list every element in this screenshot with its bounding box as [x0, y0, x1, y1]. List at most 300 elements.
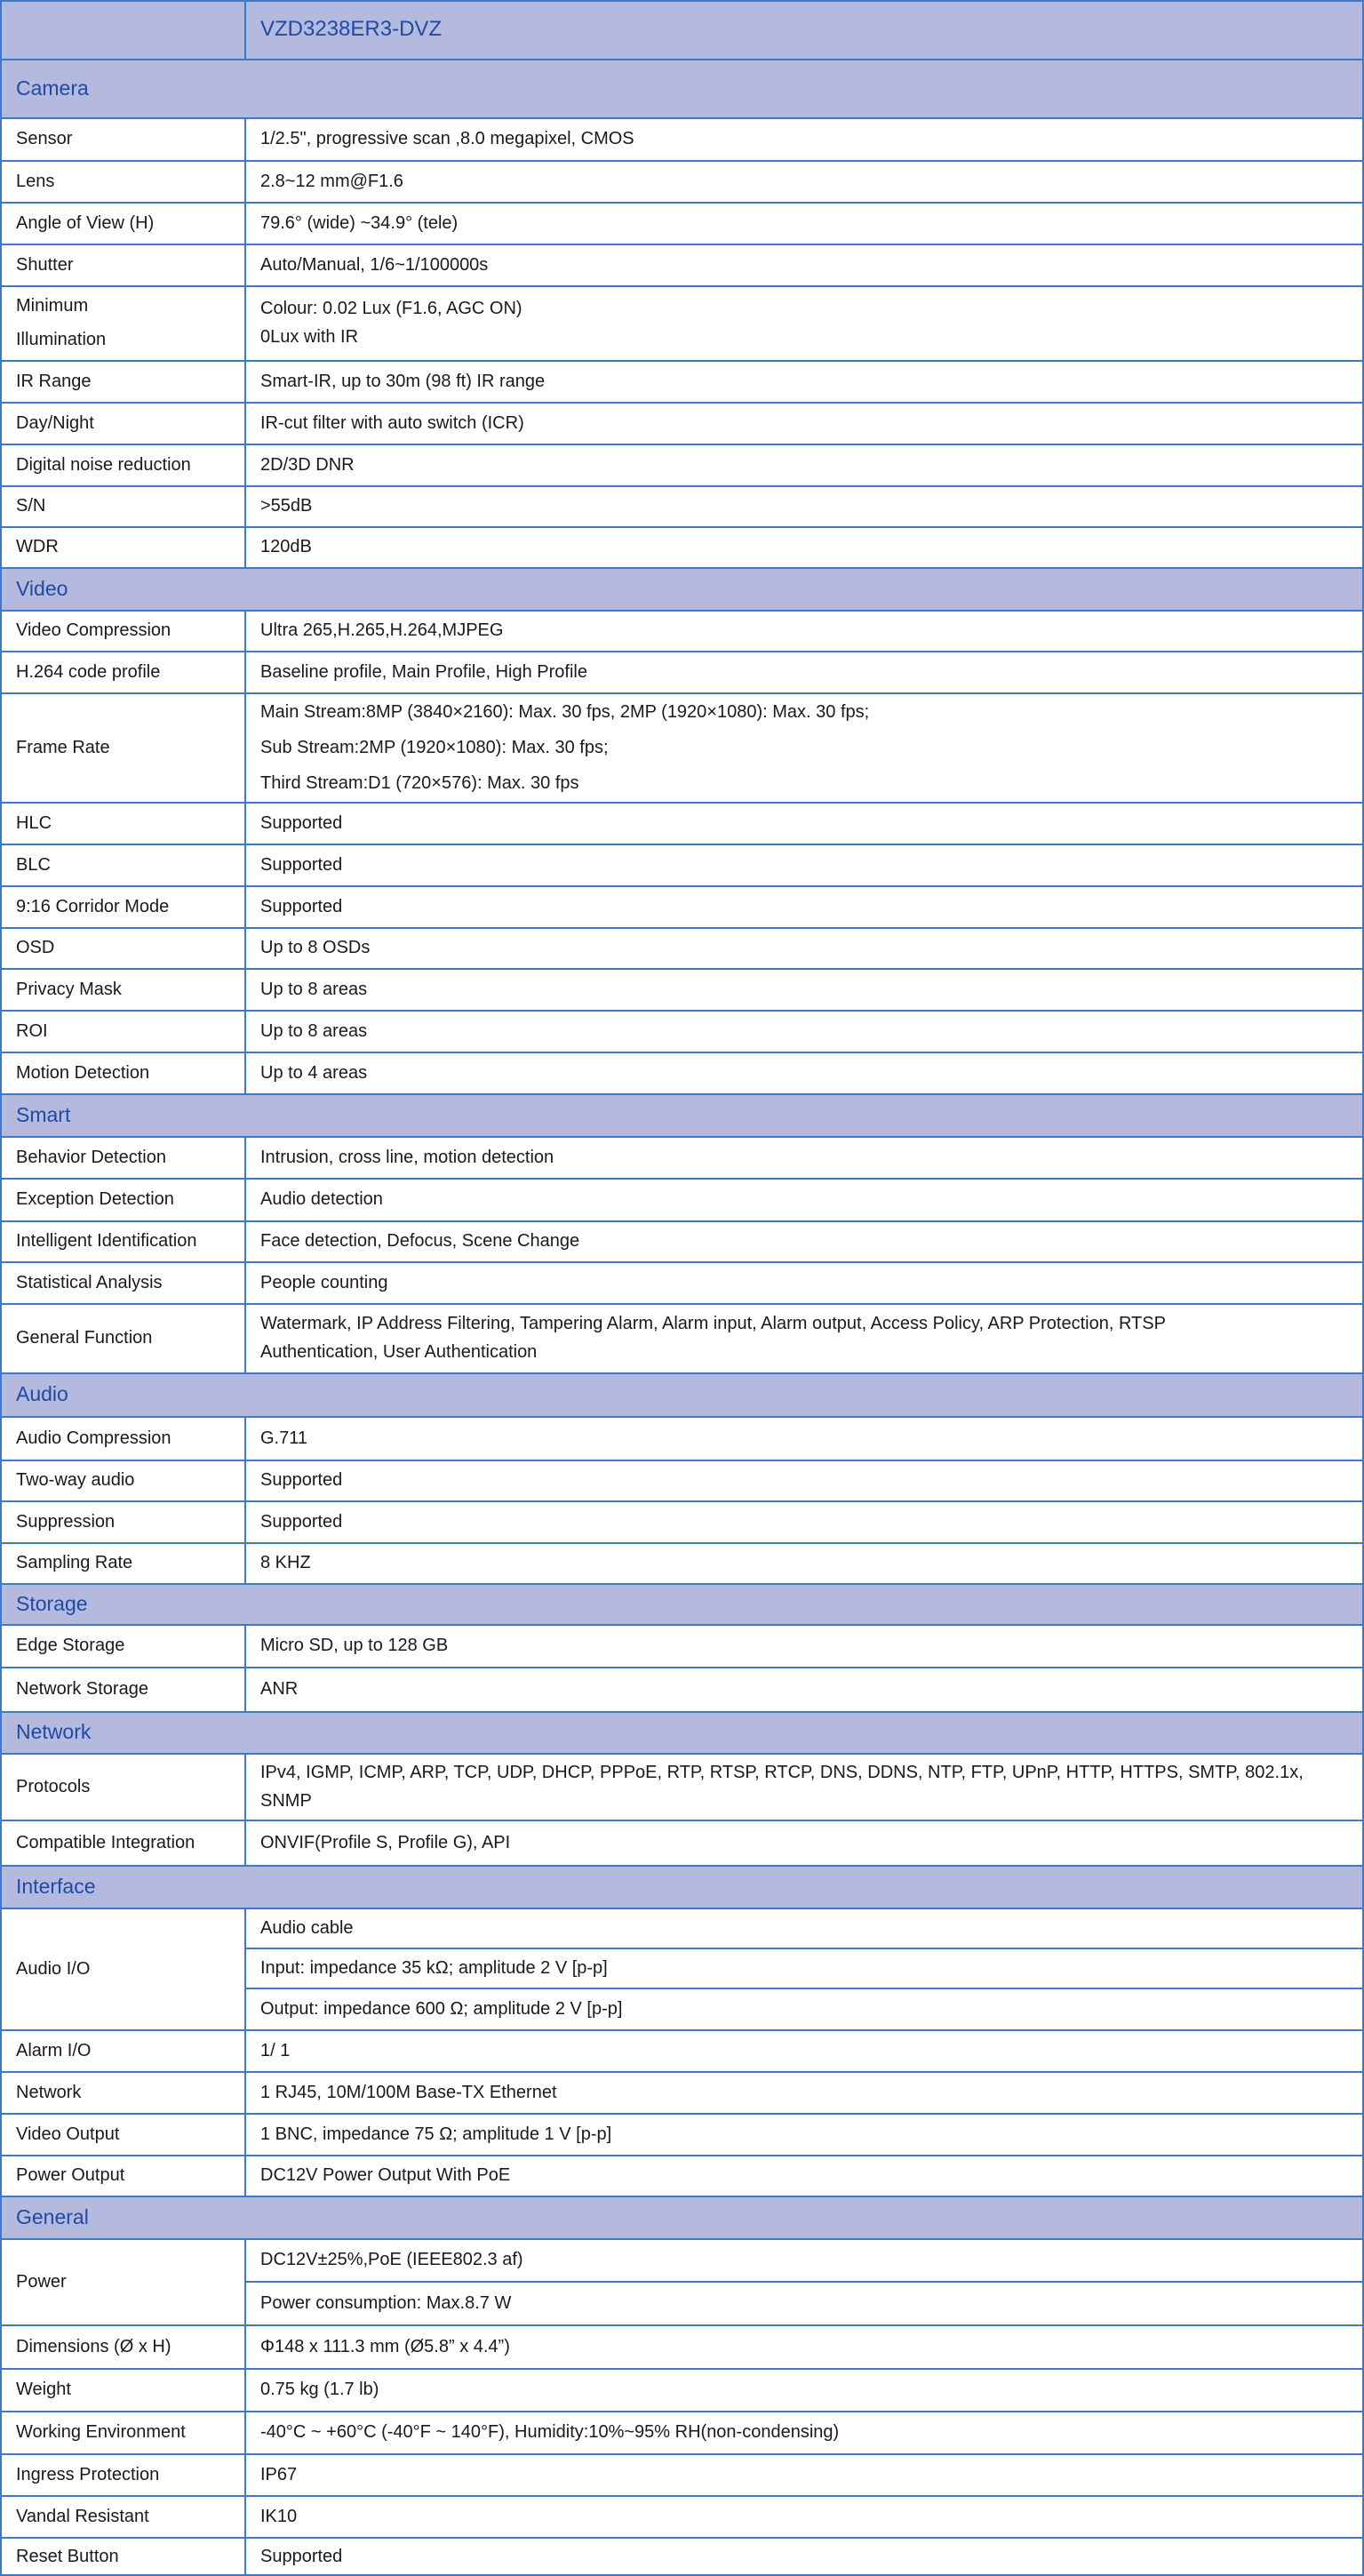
spec-value — [246, 610, 1364, 651]
spec-label — [0, 2155, 246, 2196]
spec-label-line: Ingress Protection — [16, 2464, 160, 2484]
spec-label-line: Reset Button — [16, 2547, 119, 2566]
spec-value-line: Supported — [260, 1511, 343, 1532]
spec-row-h-264-code-profile — [0, 651, 1364, 692]
spec-value-line: Audio detection — [260, 1189, 383, 1209]
row-divider — [0, 2453, 1364, 2455]
spec-label — [0, 2324, 246, 2368]
row-divider — [0, 402, 1364, 404]
spec-row-intelligent-identification — [0, 1220, 1364, 1261]
spec-label-line: HLC — [16, 812, 52, 833]
row-divider — [0, 244, 1364, 245]
section-title: Smart — [16, 1102, 71, 1126]
spec-row-power — [0, 2238, 1364, 2324]
spec-value-line: 1 RJ45, 10M/100M Base-TX Ethernet — [260, 2082, 557, 2102]
row-divider — [0, 117, 1364, 119]
spec-label — [0, 485, 246, 526]
spec-label-line: Two-way audio — [16, 1470, 135, 1490]
spec-value-line: ANR — [260, 1679, 299, 1699]
spec-row-dimensions-x-h — [0, 2324, 1364, 2368]
spec-value — [246, 1624, 1364, 1667]
spec-value — [246, 1753, 1364, 1820]
row-divider — [0, 885, 1364, 887]
spec-label — [0, 526, 246, 567]
section-header-network — [0, 1711, 1364, 1753]
spec-label-line: BLC — [16, 854, 51, 875]
spec-label-line: Intelligent Identification — [16, 1231, 197, 1251]
row-divider — [0, 610, 1364, 612]
spec-value — [246, 1908, 1364, 2029]
spec-label — [0, 885, 246, 927]
row-divider — [0, 526, 1364, 528]
spec-row-suppression — [0, 1500, 1364, 1542]
spec-value — [246, 160, 1364, 202]
section-title: Network — [16, 1720, 92, 1743]
row-divider — [0, 2238, 1364, 2240]
row-divider — [0, 1220, 1364, 1222]
spec-value-line: G.711 — [260, 1428, 307, 1448]
spec-label-line: Video Output — [16, 2124, 120, 2144]
spec-value — [246, 402, 1364, 444]
spec-label — [0, 2071, 246, 2113]
spec-value — [246, 2029, 1364, 2071]
spec-label — [0, 117, 246, 160]
row-divider — [0, 1500, 1364, 1502]
spec-label-line: S/N — [16, 496, 46, 516]
row-divider — [0, 2537, 1364, 2539]
spec-value — [246, 2155, 1364, 2196]
row-divider — [0, 59, 1364, 60]
spec-value-line: >55dB — [260, 496, 313, 516]
model-header-row — [0, 0, 1364, 59]
spec-label — [0, 444, 246, 485]
spec-label — [0, 402, 246, 444]
spec-value-line: Supported — [260, 812, 343, 833]
spec-label — [0, 692, 246, 802]
spec-label-line: Privacy Mask — [16, 979, 122, 999]
spec-value — [246, 651, 1364, 692]
spec-label — [0, 1220, 246, 1261]
row-divider — [0, 1052, 1364, 1053]
spec-label-line: Lens — [16, 171, 55, 191]
row-divider — [0, 1178, 1364, 1180]
spec-row-osd — [0, 927, 1364, 968]
row-divider — [0, 1416, 1364, 1418]
spec-label — [0, 968, 246, 1010]
spec-label-line: General Function — [16, 1328, 153, 1348]
spec-row-lens — [0, 160, 1364, 202]
spec-value-line: Up to 8 areas — [260, 1020, 368, 1041]
spec-value — [246, 2324, 1364, 2368]
row-divider — [0, 1542, 1364, 1544]
spec-row-minimum-illumination — [0, 285, 1364, 360]
spec-row-power-output — [0, 2155, 1364, 2196]
row-divider — [0, 2324, 1364, 2326]
spec-label-line: Sensor — [16, 129, 73, 148]
spec-label — [0, 2537, 246, 2576]
spec-label-line: Statistical Analysis — [16, 1272, 163, 1292]
spec-label — [0, 844, 246, 885]
spec-row-working-environment — [0, 2411, 1364, 2453]
section-header-interface — [0, 1865, 1364, 1908]
spec-value-line: ONVIF(Profile S, Profile G), API — [260, 1832, 511, 1852]
spec-value — [246, 2453, 1364, 2495]
spec-label-line: Day/Night — [16, 412, 94, 433]
spec-label-line: Power Output — [16, 2165, 125, 2185]
spec-row-network — [0, 2071, 1364, 2113]
row-divider — [0, 1667, 1364, 1668]
row-divider — [0, 968, 1364, 970]
spec-value-line: Output: impedance 600 Ω; amplitude 2 V [p-p] — [260, 1999, 623, 2020]
spec-label-line: Audio I/O — [16, 1958, 91, 1979]
section-title: Audio — [16, 1382, 68, 1405]
spec-row-reset-button — [0, 2537, 1364, 2576]
spec-value-line: Up to 8 areas — [260, 979, 368, 999]
spec-row-hlc — [0, 802, 1364, 844]
spec-value-line: SNMP — [260, 1790, 312, 1811]
row-divider — [0, 692, 1364, 694]
spec-row-frame-rate — [0, 692, 1364, 802]
row-divider — [0, 1753, 1364, 1755]
spec-value-line: 1 BNC, impedance 75 Ω; amplitude 1 V [p-p] — [260, 2124, 612, 2144]
spec-value-line: IPv4, IGMP, ICMP, ARP, TCP, UDP, DHCP, PPPoE, RTP, RTSP, RTCP, DNS, DDNS, NTP, FTP, UPnP, HTTP, HTTPS, SMTP, 802.1x, — [260, 1762, 1304, 1782]
spec-label — [0, 160, 246, 202]
spec-value-line: 1/ 1 — [260, 2040, 291, 2060]
spec-row-ir-range — [0, 360, 1364, 402]
spec-value-line: Watermark, IP Address Filtering, Tampering Alarm, Alarm input, Alarm output, Access Policy, ARP Protection, RTSP — [260, 1314, 1166, 1333]
spec-value — [246, 885, 1364, 927]
spec-label — [0, 1820, 246, 1865]
spec-row-video-output — [0, 2113, 1364, 2155]
spec-value-line: Sub Stream:2MP (1920×1080): Max. 30 fps; — [260, 737, 609, 757]
spec-label — [0, 2411, 246, 2453]
spec-label-line: Digital noise reduction — [16, 454, 191, 475]
spec-label — [0, 1908, 246, 2029]
spec-value-line: DC12V±25%,PoE (IEEE802.3 af) — [260, 2250, 523, 2270]
spec-label — [0, 1178, 246, 1220]
spec-value-line: 1/2.5", progressive scan ,8.0 megapixel, CMOS — [260, 129, 634, 148]
spec-label-line: Exception Detection — [16, 1189, 174, 1209]
spec-row-alarm-i-o — [0, 2029, 1364, 2071]
spec-label — [0, 2453, 246, 2495]
section-title: Camera — [16, 76, 89, 100]
section-title: Video — [16, 576, 68, 600]
spec-label-line: ROI — [16, 1020, 48, 1041]
spec-label — [0, 1667, 246, 1711]
section-header-storage — [0, 1583, 1364, 1624]
spec-label-line: Network Storage — [16, 1679, 148, 1699]
spec-value-line: Smart-IR, up to 30m (98 ft) IR range — [260, 371, 546, 391]
row-divider — [0, 844, 1364, 845]
spec-value-line: Supported — [260, 896, 343, 916]
spec-value-line: 0Lux with IR — [260, 327, 359, 347]
spec-value — [246, 1052, 1364, 1093]
row-divider — [0, 1261, 1364, 1263]
row-divider — [0, 2411, 1364, 2412]
spec-row-statistical-analysis — [0, 1261, 1364, 1303]
spec-value — [246, 692, 1364, 802]
spec-row-protocols — [0, 1753, 1364, 1820]
spec-label-line: Sampling Rate — [16, 1553, 133, 1572]
spec-row-privacy-mask — [0, 968, 1364, 1010]
spec-value-line: IK10 — [260, 2506, 298, 2526]
spec-label — [0, 1052, 246, 1093]
spec-row-wdr — [0, 526, 1364, 567]
row-divider — [0, 1010, 1364, 1012]
spec-value — [246, 117, 1364, 160]
row-divider — [0, 1093, 1364, 1095]
spec-label — [0, 1261, 246, 1303]
row-divider — [0, 1303, 1364, 1305]
spec-value — [246, 1416, 1364, 1460]
spec-value — [246, 444, 1364, 485]
section-header-smart — [0, 1093, 1364, 1136]
row-divider — [0, 1865, 1364, 1867]
spec-value — [246, 2537, 1364, 2576]
spec-label-line: Working Environment — [16, 2422, 186, 2442]
row-divider — [0, 202, 1364, 204]
spec-value-line: 2.8~12 mm@F1.6 — [260, 171, 403, 191]
spec-row-shutter — [0, 244, 1364, 285]
spec-value-line: IP67 — [260, 2464, 298, 2484]
spec-label-line: Suppression — [16, 1511, 116, 1532]
row-divider — [0, 285, 1364, 287]
spec-value-line: Supported — [260, 1470, 343, 1490]
spec-label — [0, 1624, 246, 1667]
spec-value-line: Auto/Manual, 1/6~1/100000s — [260, 254, 489, 275]
spec-label-line: Dimensions (Ø x H) — [16, 2336, 171, 2356]
spec-label-line: Illumination — [16, 330, 107, 349]
spec-value — [246, 1460, 1364, 1500]
row-divider — [0, 2071, 1364, 2073]
spec-value-line: Intrusion, cross line, motion detection — [260, 1147, 554, 1167]
spec-value — [246, 802, 1364, 844]
spec-row-digital-noise-reduction — [0, 444, 1364, 485]
spec-label-line: Network — [16, 2082, 82, 2102]
spec-value — [246, 1220, 1364, 1261]
spec-label-line: H.264 code profile — [16, 661, 161, 682]
spec-row-9-16-corridor-mode — [0, 885, 1364, 927]
row-divider — [0, 2196, 1364, 2197]
row-divider — [0, 1583, 1364, 1585]
spec-label-line: Alarm I/O — [16, 2040, 92, 2060]
spec-label-line: 9:16 Corridor Mode — [16, 896, 170, 916]
spec-row-audio-compression — [0, 1416, 1364, 1460]
spec-value-line: 79.6° (wide) ~34.9° (tele) — [260, 212, 459, 233]
spec-value-line: People counting — [260, 1272, 388, 1292]
spec-label — [0, 1010, 246, 1052]
spec-value-line: Face detection, Defocus, Scene Change — [260, 1231, 580, 1251]
spec-label-line: Angle of View (H) — [16, 212, 155, 233]
spec-value-line: Ultra 265,H.265,H.264,MJPEG — [260, 620, 504, 640]
row-divider — [0, 2113, 1364, 2115]
section-header-general — [0, 2196, 1364, 2238]
spec-value — [246, 2071, 1364, 2113]
spec-value — [246, 526, 1364, 567]
spec-label — [0, 1136, 246, 1178]
spec-label-line: Compatible Integration — [16, 1832, 195, 1852]
section-title: Interface — [16, 1874, 96, 1898]
spec-row-roi — [0, 1010, 1364, 1052]
spec-value-line: Main Stream:8MP (3840×2160): Max. 30 fps, 2MP (1920×1080): Max. 30 fps; — [260, 701, 870, 722]
spec-label — [0, 927, 246, 968]
spec-value-line: Power consumption: Max.8.7 W — [260, 2292, 512, 2313]
spec-value — [246, 1010, 1364, 1052]
spec-value-line: DC12V Power Output With PoE — [260, 2165, 511, 2185]
spec-row-vandal-resistant — [0, 2495, 1364, 2537]
spec-value — [246, 1261, 1364, 1303]
row-divider — [0, 1460, 1364, 1461]
spec-value-line: Input: impedance 35 kΩ; amplitude 2 V [p-p] — [260, 1958, 608, 1979]
spec-label-line: IR Range — [16, 371, 92, 391]
row-divider — [0, 802, 1364, 804]
row-divider — [0, 567, 1364, 569]
spec-value-line: Supported — [260, 854, 343, 875]
row-divider — [0, 444, 1364, 445]
spec-value — [246, 202, 1364, 244]
spec-value-line: Micro SD, up to 128 GB — [260, 1636, 449, 1655]
row-divider — [0, 485, 1364, 487]
model-header-cell — [246, 0, 1364, 59]
spec-label — [0, 2029, 246, 2071]
spec-label-line: Frame Rate — [16, 737, 110, 757]
row-divider — [0, 1372, 1364, 1374]
spec-label — [0, 1753, 246, 1820]
spec-value-line: Supported — [260, 2547, 343, 2566]
row-divider — [0, 651, 1364, 652]
spec-label — [0, 1460, 246, 1500]
spec-label-line: Weight — [16, 2380, 71, 2399]
spec-label-line: Minimum — [16, 296, 89, 316]
spec-label — [0, 651, 246, 692]
spec-value — [246, 2238, 1364, 2324]
spec-label-line: Edge Storage — [16, 1636, 125, 1655]
spec-value — [246, 1820, 1364, 1865]
spec-label-line: Protocols — [16, 1776, 91, 1796]
row-divider — [0, 2155, 1364, 2156]
spec-label-line: WDR — [16, 537, 59, 556]
spec-value — [246, 360, 1364, 402]
spec-value-line: Up to 4 areas — [260, 1062, 368, 1083]
model-header-blank-cell — [0, 0, 246, 59]
spec-row-s-n — [0, 485, 1364, 526]
spec-label-line: Shutter — [16, 254, 74, 275]
spec-label-line: Motion Detection — [16, 1062, 150, 1083]
row-divider — [0, 2029, 1364, 2031]
section-header-camera — [0, 59, 1364, 117]
row-divider — [0, 1711, 1364, 1713]
spec-row-edge-storage — [0, 1624, 1364, 1667]
spec-row-sensor — [0, 117, 1364, 160]
row-divider — [0, 1820, 1364, 1821]
spec-value-line: Up to 8 OSDs — [260, 938, 371, 957]
spec-label-line: Video Compression — [16, 620, 171, 640]
spec-value-line: 0.75 kg (1.7 lb) — [260, 2380, 379, 2399]
spec-label — [0, 610, 246, 651]
spec-label-line: Vandal Resistant — [16, 2506, 149, 2526]
spec-row-video-compression — [0, 610, 1364, 651]
row-divider — [0, 360, 1364, 362]
spec-value-line: IR-cut filter with auto switch (ICR) — [260, 412, 524, 433]
spec-row-ingress-protection — [0, 2453, 1364, 2495]
spec-label-line: Power — [16, 2271, 67, 2292]
section-title: Storage — [16, 1591, 88, 1615]
spec-value — [246, 244, 1364, 285]
spec-value-line: Baseline profile, Main Profile, High Profile — [260, 661, 587, 682]
spec-value — [246, 1136, 1364, 1178]
spec-row-angle-of-view-h — [0, 202, 1364, 244]
spec-label — [0, 2113, 246, 2155]
spec-row-audio-i-o — [0, 1908, 1364, 2029]
spec-value-line: 2D/3D DNR — [260, 454, 355, 475]
section-header-video — [0, 567, 1364, 610]
spec-label-line: OSD — [16, 938, 55, 957]
row-divider — [0, 1908, 1364, 1909]
spec-row-day-night — [0, 402, 1364, 444]
section-header-audio — [0, 1372, 1364, 1416]
spec-row-motion-detection — [0, 1052, 1364, 1093]
spec-value — [246, 485, 1364, 526]
row-divider — [0, 0, 1364, 2]
spec-value — [246, 844, 1364, 885]
spec-label-line: Audio Compression — [16, 1428, 171, 1448]
spec-row-weight — [0, 2368, 1364, 2411]
section-title: General — [16, 2204, 89, 2228]
spec-row-compatible-integration — [0, 1820, 1364, 1865]
spec-value-line: Colour: 0.02 Lux (F1.6, AGC ON) — [260, 299, 522, 318]
spec-value — [246, 2495, 1364, 2537]
spec-value-line: Audio cable — [260, 1917, 354, 1938]
model-name: VZD3238ER3-DVZ — [260, 17, 443, 41]
spec-value-line: 8 KHZ — [260, 1553, 311, 1572]
spec-row-blc — [0, 844, 1364, 885]
row-divider — [0, 160, 1364, 162]
row-divider — [0, 2368, 1364, 2370]
spec-label-line: Behavior Detection — [16, 1147, 166, 1167]
spec-value-line: -40°C ~ +60°C (-40°F ~ 140°F), Humidity:10%~95% RH(non-condensing) — [260, 2422, 840, 2442]
spec-label — [0, 1500, 246, 1542]
spec-value-line: 120dB — [260, 537, 312, 556]
spec-value — [246, 2368, 1364, 2411]
spec-value — [246, 2411, 1364, 2453]
spec-label — [0, 1303, 246, 1372]
spec-value — [246, 1500, 1364, 1542]
spec-value — [246, 2113, 1364, 2155]
spec-label — [0, 244, 246, 285]
row-divider — [0, 2495, 1364, 2497]
spec-label — [0, 2368, 246, 2411]
spec-value — [246, 927, 1364, 968]
spec-value — [246, 1303, 1364, 1372]
spec-label — [0, 202, 246, 244]
spec-value-line: Third Stream:D1 (720×576): Max. 30 fps — [260, 772, 579, 793]
row-divider — [0, 1136, 1364, 1138]
spec-label — [0, 285, 246, 360]
spec-row-general-function — [0, 1303, 1364, 1372]
spec-row-behavior-detection — [0, 1136, 1364, 1178]
spec-label — [0, 360, 246, 402]
spec-value — [246, 968, 1364, 1010]
spec-label — [0, 2495, 246, 2537]
spec-row-network-storage — [0, 1667, 1364, 1711]
spec-value-line: Authentication, User Authentication — [260, 1342, 538, 1362]
spec-label — [0, 802, 246, 844]
spec-value — [246, 285, 1364, 360]
spec-label — [0, 1416, 246, 1460]
row-divider — [0, 927, 1364, 929]
spec-value — [246, 1667, 1364, 1711]
spec-label — [0, 2238, 246, 2324]
